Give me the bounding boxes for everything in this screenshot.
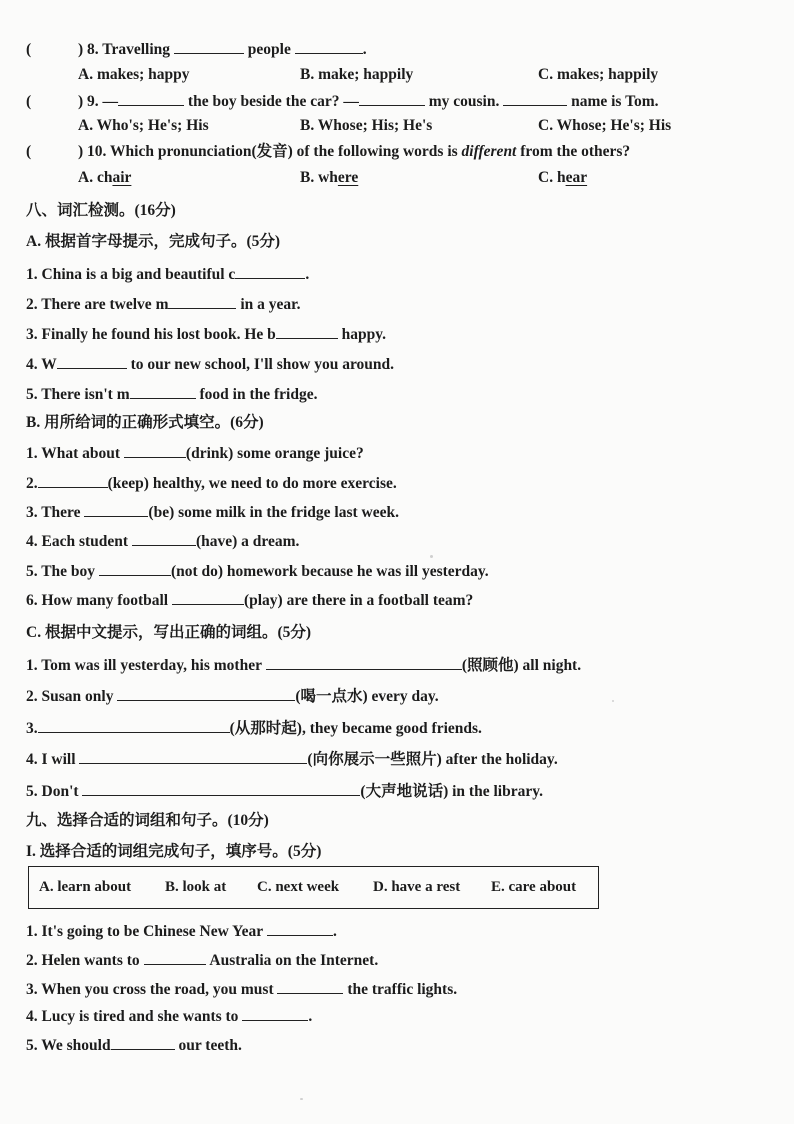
part-b-item: 5. The boy (not do) homework because he was ill yesterday.: [26, 560, 774, 582]
answer-blank[interactable]: [359, 90, 425, 106]
answer-blank[interactable]: [84, 501, 148, 517]
part-i-item: 3. When you cross the road, you must the traffic lights.: [26, 978, 774, 1000]
part-a-item: 3. Finally he found his lost book. He b happy.: [26, 323, 774, 345]
answer-blank[interactable]: [132, 530, 196, 546]
part-c-title: C. 根据中文提示，写出正确的词组。(5分): [26, 624, 312, 641]
answer-paren: (: [26, 93, 32, 110]
answer-blank[interactable]: [295, 38, 363, 54]
answer-blank[interactable]: [503, 90, 567, 106]
part-a-item: 4. W to our new school, I'll show you around.: [26, 353, 774, 375]
answer-blank[interactable]: [235, 263, 305, 279]
part-i-item: 5. We should our teeth.: [26, 1034, 774, 1056]
option-b: B. where: [300, 169, 359, 186]
answer-blank[interactable]: [130, 383, 196, 399]
option-a: A. makes; happy: [78, 66, 190, 83]
answer-blank[interactable]: [82, 780, 360, 796]
option-a: A. chair: [78, 169, 132, 186]
answer-blank[interactable]: [266, 654, 462, 670]
question-10: ( ) 10. Which pronunciation(发音) of the following words is different from the others?: [26, 143, 631, 160]
answer-blank[interactable]: [144, 949, 206, 965]
option-b: B. make; happily: [300, 66, 414, 83]
scan-speck: [612, 700, 614, 702]
option-c: C. makes; happily: [538, 66, 659, 83]
answer-blank[interactable]: [117, 685, 295, 701]
scan-speck: [430, 555, 433, 558]
answer-blank[interactable]: [99, 560, 171, 576]
question-8: ( ) 8. Travelling people .: [26, 38, 774, 60]
part-b-item: 1. What about (drink) some orange juice?: [26, 442, 774, 464]
answer-paren: (: [26, 41, 32, 58]
answer-blank[interactable]: [38, 717, 230, 733]
word-bank-box: [28, 866, 599, 909]
part-a-item: 1. China is a big and beautiful c .: [26, 263, 774, 285]
answer-blank[interactable]: [174, 38, 244, 54]
answer-blank[interactable]: [111, 1034, 175, 1050]
part-b-item: 2. (keep) healthy, we need to do more exercise.: [26, 472, 774, 494]
answer-blank[interactable]: [79, 748, 307, 764]
part-i-item: 4. Lucy is tired and she wants to .: [26, 1005, 774, 1027]
part-c-item: 3. (从那时起), they became good friends.: [26, 717, 774, 739]
part-c-item: 2. Susan only (喝一点水) every day.: [26, 685, 774, 707]
word-bank-option: A. learn about: [39, 879, 132, 895]
section-8-title: 八、词汇检测。(16分): [26, 202, 176, 219]
part-b-item: 3. There (be) some milk in the fridge last week.: [26, 501, 774, 523]
part-a-title: A. 根据首字母提示，完成句子。(5分): [26, 233, 281, 250]
answer-paren: (: [26, 143, 32, 160]
word-bank-option: C. next week: [257, 879, 340, 895]
part-c-item: 4. I will (向你展示一些照片) after the holiday.: [26, 748, 774, 770]
answer-blank[interactable]: [57, 353, 127, 369]
answer-blank[interactable]: [118, 90, 184, 106]
answer-blank[interactable]: [38, 472, 108, 488]
part-b-item: 4. Each student (have) a dream.: [26, 530, 774, 552]
answer-blank[interactable]: [242, 1005, 308, 1021]
question-9: ( ) 9. — the boy beside the car? — my cousin. name is Tom.: [26, 90, 774, 112]
part-a-item: 5. There isn't m food in the fridge.: [26, 383, 774, 405]
option-b: B. Whose; His; He's: [300, 117, 433, 134]
word-bank-option: D. have a rest: [373, 879, 461, 895]
word-bank-option: E. care about: [491, 879, 577, 895]
word-bank-option: B. look at: [165, 879, 227, 895]
option-a: A. Who's; He's; His: [78, 117, 209, 134]
part-i-title: I. 选择合适的词组完成句子，填序号。(5分): [26, 843, 322, 860]
option-c: C. Whose; He's; His: [538, 117, 672, 134]
answer-blank[interactable]: [277, 978, 343, 994]
answer-blank[interactable]: [172, 589, 244, 605]
part-i-item: 2. Helen wants to Australia on the Internet.: [26, 949, 774, 971]
part-c-item: 1. Tom was ill yesterday, his mother (照顾他) all night.: [26, 654, 774, 676]
part-c-item: 5. Don't (大声地说话) in the library.: [26, 780, 774, 802]
answer-blank[interactable]: [124, 442, 186, 458]
part-i-item: 1. It's going to be Chinese New Year .: [26, 920, 774, 942]
part-b-item: 6. How many football (play) are there in a football team?: [26, 589, 774, 611]
answer-blank[interactable]: [168, 293, 236, 309]
part-b-title: B. 用所给词的正确形式填空。(6分): [26, 414, 264, 431]
option-c: C. hear: [538, 169, 588, 186]
section-9-title: 九、选择合适的词组和句子。(10分): [26, 812, 269, 829]
part-a-item: 2. There are twelve m in a year.: [26, 293, 774, 315]
scan-speck: [300, 1098, 303, 1100]
answer-blank[interactable]: [267, 920, 333, 936]
answer-blank[interactable]: [276, 323, 338, 339]
